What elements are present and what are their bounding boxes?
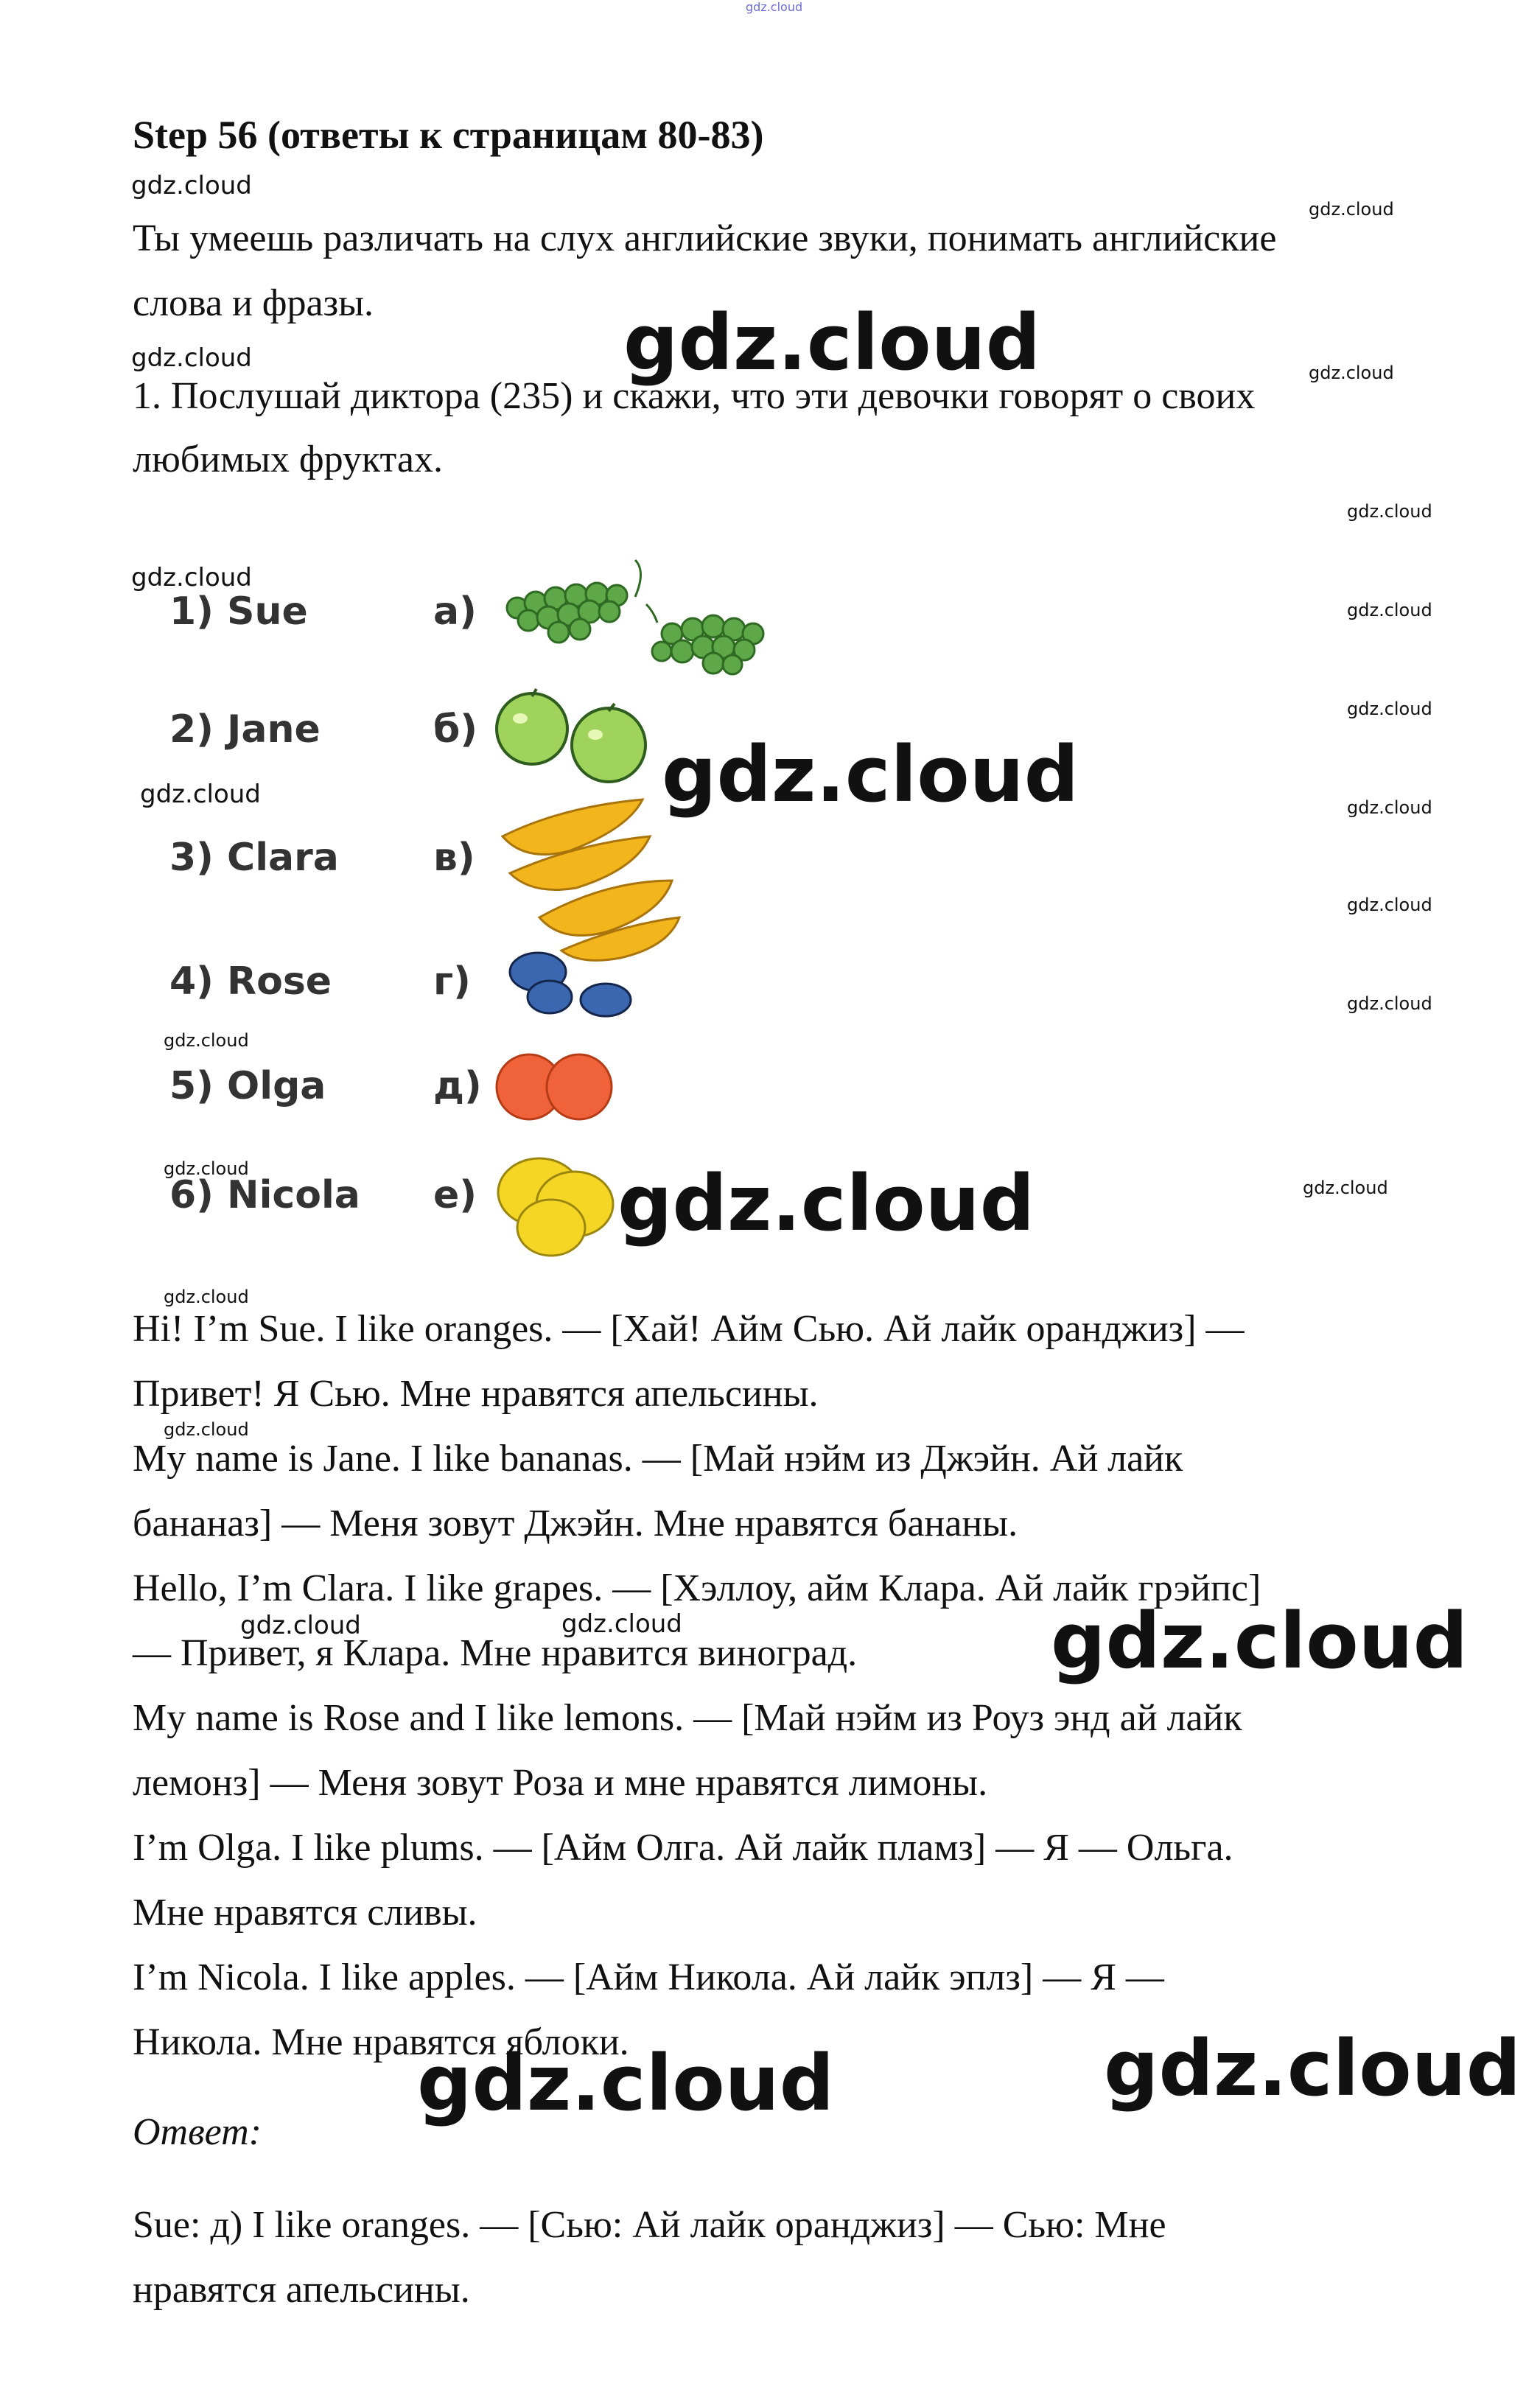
- watermark: gdz.cloud: [131, 343, 252, 373]
- watermark: gdz.cloud: [1051, 1596, 1469, 1686]
- task-line-1: 1. Послушай диктора (235) и скажи, что эти девочки говорят о своих: [133, 375, 1256, 417]
- option-letter-5: д): [433, 1064, 482, 1108]
- plums-icon: [505, 947, 638, 1021]
- option-letter-2: б): [433, 707, 478, 752]
- option-name-1: 1) Sue: [169, 589, 308, 634]
- dialogue-line-3: My name is Jane. I like bananas. — [Май нэйм из Джэйн. Ай лайк: [133, 1438, 1183, 1480]
- dialogue-line-2: Привет! Я Сью. Мне нравятся апельсины.: [133, 1373, 819, 1415]
- watermark: gdz.cloud: [1347, 699, 1432, 719]
- watermark: gdz.cloud: [417, 2038, 835, 2128]
- watermark: gdz.cloud: [1309, 363, 1394, 383]
- intro-line-1: Ты умеешь различать на слух английские звуки, понимать английские: [133, 217, 1277, 259]
- task-line-2: любимых фруктах.: [133, 438, 443, 480]
- answer-label: Ответ:: [133, 2111, 262, 2153]
- option-name-5: 5) Olga: [169, 1064, 326, 1108]
- watermark: gdz.cloud: [617, 1158, 1035, 1248]
- option-letter-1: а): [433, 589, 477, 634]
- dialogue-line-10: Мне нравятся сливы.: [133, 1892, 477, 1934]
- watermark: gdz.cloud: [164, 1158, 249, 1179]
- watermark: gdz.cloud: [1347, 501, 1432, 522]
- watermark: gdz.cloud: [164, 1030, 249, 1051]
- watermark: gdz.cloud: [164, 1287, 249, 1307]
- grapes-icon: [495, 553, 790, 678]
- dialogue-line-6: — Привет, я Клара. Мне нравится виноград.: [133, 1632, 858, 1674]
- dialogue-line-5: Hello, I’m Clara. I like grapes. — [Хэллоу, айм Клара. Ай лайк грэйпс]: [133, 1567, 1261, 1609]
- apples-icon: [494, 689, 663, 785]
- dialogue-line-12: Никола. Мне нравятся яблоки.: [133, 2021, 629, 2063]
- dialogue-line-11: I’m Nicola. I like apples. — [Айм Никола. Ай лайк эплз] — Я —: [133, 1956, 1164, 1998]
- watermark: gdz.cloud: [240, 1611, 361, 1640]
- watermark: gdz.cloud: [1347, 797, 1432, 818]
- watermark: gdz.cloud: [662, 730, 1079, 819]
- watermark: gdz.cloud: [1347, 895, 1432, 915]
- watermark: gdz.cloud: [131, 171, 252, 200]
- watermark-top: gdz.cloud: [746, 0, 803, 14]
- oranges-icon: [494, 1050, 619, 1124]
- option-letter-6: е): [433, 1173, 477, 1217]
- dialogue-line-8: лемонз] — Меня зовут Роза и мне нравятся лимоны.: [133, 1762, 988, 1804]
- watermark: gdz.cloud: [1347, 600, 1432, 620]
- watermark: gdz.cloud: [623, 298, 1041, 388]
- watermark: gdz.cloud: [1347, 993, 1432, 1014]
- watermark: gdz.cloud: [1309, 199, 1394, 220]
- page-title: Step 56 (ответы к страницам 80-83): [133, 113, 764, 157]
- answer-line-2: нравятся апельсины.: [133, 2269, 470, 2311]
- watermark: gdz.cloud: [561, 1609, 682, 1639]
- option-name-2: 2) Jane: [169, 707, 321, 752]
- dialogue-line-1: Hi! I’m Sue. I like oranges. — [Хай! Айм Сью. Ай лайк оранджиз] —: [133, 1308, 1245, 1350]
- dialogue-line-7: My name is Rose and I like lemons. — [Май нэйм из Роуз энд ай лайк: [133, 1697, 1242, 1739]
- answer-line-1: Sue: д) I like oranges. — [Сью: Ай лайк оранджиз] — Сью: Мне: [133, 2204, 1166, 2246]
- watermark: gdz.cloud: [1104, 2023, 1522, 2113]
- watermark: gdz.cloud: [131, 563, 252, 592]
- option-name-3: 3) Clara: [169, 836, 339, 880]
- dialogue-line-4: бананаз] — Меня зовут Джэйн. Мне нравятся бананы.: [133, 1502, 1018, 1544]
- watermark: gdz.cloud: [1303, 1178, 1388, 1198]
- option-letter-3: в): [433, 836, 475, 880]
- dialogue-line-9: I’m Olga. I like plums. — [Айм Олга. Ай лайк пламз] — Я — Ольга.: [133, 1827, 1233, 1869]
- option-name-6: 6) Nicola: [169, 1173, 360, 1217]
- option-letter-4: г): [433, 959, 471, 1004]
- watermark: gdz.cloud: [164, 1419, 249, 1440]
- intro-line-2: слова и фразы.: [133, 282, 374, 324]
- lemons-icon: [494, 1150, 619, 1260]
- watermark: gdz.cloud: [140, 780, 261, 809]
- option-name-4: 4) Rose: [169, 959, 332, 1004]
